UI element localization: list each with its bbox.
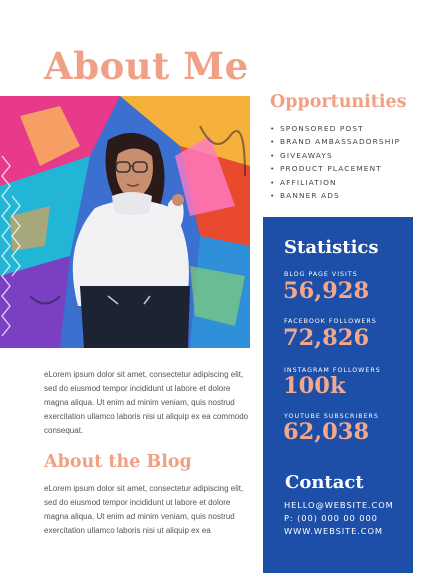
statistics-panel (263, 217, 413, 573)
bullet-icon: • (270, 164, 276, 174)
list-item: • BRAND AMBASSADORSHIP (270, 135, 400, 148)
blog-body-text: eLorem ipsum dolor sit amet, consectetur adipiscing elit, sed do eiusmod tempor incididunt ut labore et dolore magna aliqua. Ut enim ad minim veniam, quis nostrud exercitation ullamco laboris nisi ut aliquip ex ea (44, 484, 244, 536)
list-item: • AFFILIATION (270, 176, 400, 189)
contact-title: Contact (285, 472, 364, 493)
stat-value-facebook: 72,826 (283, 325, 370, 351)
contact-phone: P: (00) 000 00 000 (284, 513, 378, 523)
bullet-icon: • (270, 124, 276, 133)
list-item: • GIVEAWAYS (270, 149, 400, 162)
stat-value-youtube: 62,038 (283, 419, 370, 445)
stat-label-facebook: FACEBOOK FOLLOWERS (284, 318, 377, 325)
opportunities-title: Opportunities (270, 92, 407, 112)
bullet-icon: • (270, 137, 276, 147)
contact-email[interactable]: HELLO@WEBSITE.COM (284, 500, 394, 510)
bullet-icon: • (270, 150, 276, 160)
stat-label-blog-visits: BLOG PAGE VISITS (284, 271, 358, 278)
stat-value-instagram: 100k (283, 373, 346, 399)
bullet-icon: • (270, 177, 276, 187)
opportunities-list (270, 122, 400, 202)
stat-label-instagram: INSTAGRAM FOLLOWERS (284, 367, 381, 374)
statistics-title: Statistics (284, 237, 379, 258)
list-item: • BANNER ADS (270, 189, 400, 202)
stat-value-blog-visits: 56,928 (283, 278, 370, 304)
list-item: • PRODUCT PLACEMENT (270, 162, 400, 175)
blog-title: About the Blog (44, 452, 192, 472)
stat-label-youtube: YOUTUBE SUBSCRIBERS (284, 413, 379, 420)
profile-photo (0, 96, 250, 348)
contact-website[interactable]: WWW.WEBSITE.COM (284, 526, 383, 536)
page-title: About Me (44, 44, 249, 88)
list-item: • SPONSORED POST (270, 122, 400, 135)
bullet-icon: • (270, 190, 276, 200)
about-body-text: eLorem ipsum dolor sit amet, consectetur adipiscing elit, sed do eiusmod tempor incididunt ut labore et dolore magna aliqua. Ut enim ad minim veniam, quis nostrud exercitation ullamco laboris nisi ut aliquip ex ea commodo consequat. (44, 370, 249, 436)
